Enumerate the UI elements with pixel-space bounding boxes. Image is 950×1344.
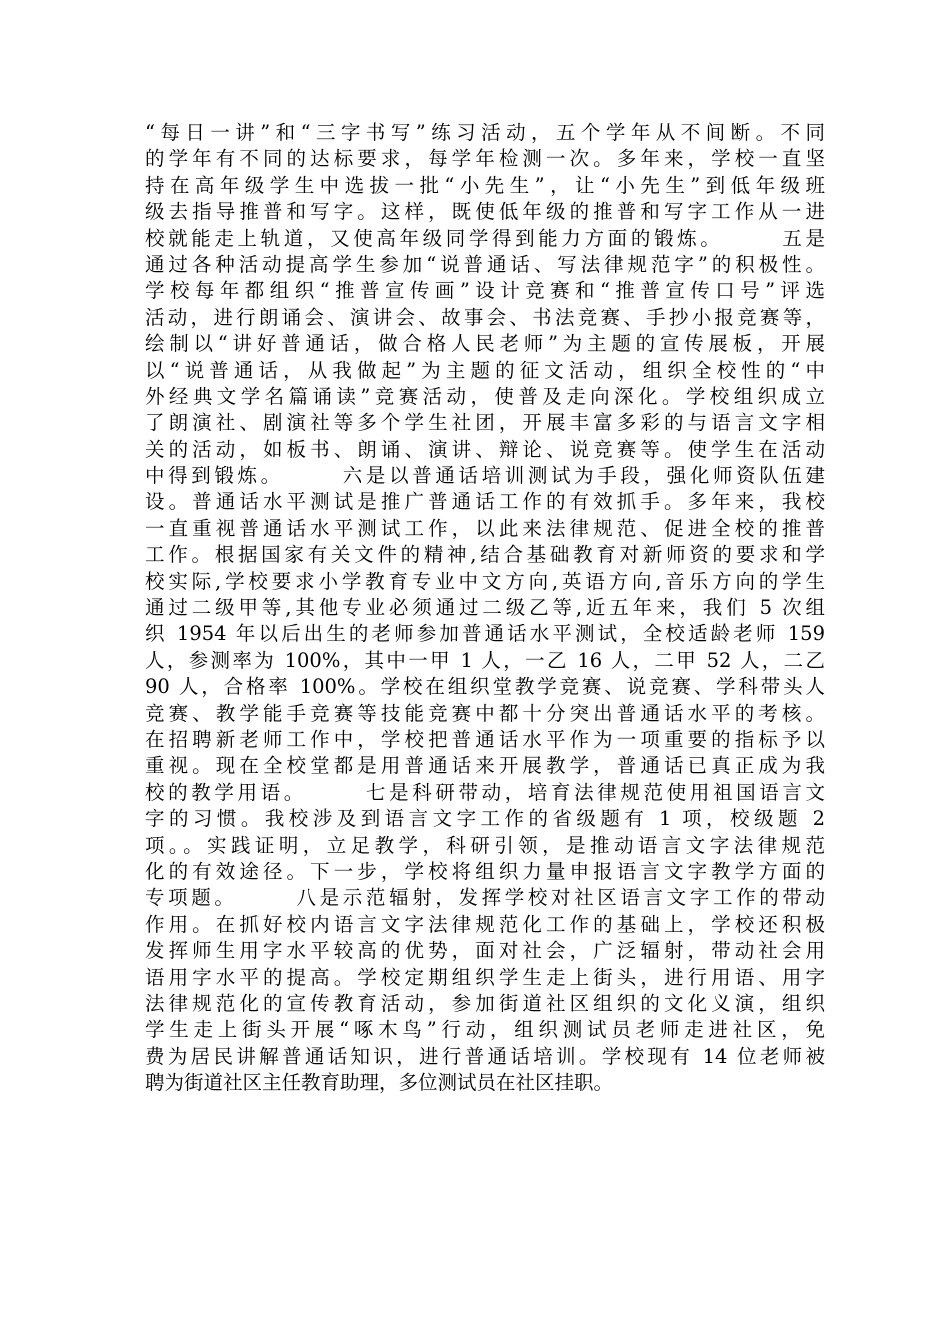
text-line: 发挥师生用字水平较高的优势，面对社会，广泛辐射，带动社会用 (145, 939, 825, 963)
text-line: 的学年有不同的达标要求，每学年检测一次。多年来，学校一直坚 (145, 147, 825, 171)
text-line: 作用。在抓好校内语言文字法律规范化工作的基础上，学校还积极 (145, 912, 825, 936)
text-line: 织 1954 年以后出生的老师参加普通话水平测试，全校适龄老师 159 (145, 622, 825, 646)
text-line: 聘为街道社区主任教育助理，多位测试员在社区挂职。 (145, 1071, 614, 1095)
text-line: 通过各种活动提高学生参加“说普通话、写法律规范字”的积极性。 (145, 252, 825, 276)
text-line: 90 人，合格率 100%。学校在组织堂教学竞赛、说竞赛、学科带头人 (145, 675, 825, 699)
text-line: 竞赛、教学能手竞赛等技能竞赛中都十分突出普通话水平的考核。 (145, 701, 825, 725)
text-line: 重视。现在全校堂都是用普通话来开展教学，普通话已真正成为我 (145, 754, 825, 778)
text-line: 以“说普通话，从我做起”为主题的征文活动，组织全校性的“中 (145, 358, 825, 382)
text-line: 绘制以“讲好普通话，做合格人民老师”为主题的宣传展板，开展 (145, 332, 825, 356)
text-line: 了朗演社、剧演社等多个学生社团，开展丰富多彩的与语言文字相 (145, 411, 825, 435)
text-line: “每日一讲”和“三字书写”练习活动，五个学年从不间断。不同 (145, 121, 825, 144)
text-line: 关的活动，如板书、朗诵、演讲、辩论、说竞赛等。使学生在活动 (145, 437, 825, 461)
text-line: 学生走上街头开展“啄木鸟”行动，组织测试员老师走进社区，免 (145, 1018, 825, 1042)
text-line: 中得到锻炼。 六是以普通话培训测试为手段，强化师资队伍建 (145, 464, 825, 488)
text-line: 语用字水平的提高。学校定期组织学生走上街头，进行用语、用字 (145, 965, 825, 989)
text-line: 化的有效途径。下一步，学校将组织力量申报语言文字教学方面的 (145, 859, 825, 883)
text-line: 专项题。 八是示范辐射，发挥学校对社区语言文字工作的带动 (145, 886, 825, 910)
text-line: 活动，进行朗诵会、演讲会、故事会、书法竞赛、手抄小报竞赛等， (145, 305, 825, 329)
text-line: 工作。根据国家有关文件的精神,结合基础教育对新师资的要求和学 (145, 543, 825, 567)
text-line: 持在高年级学生中选拔一批“小先生”，让“小先生”到低年级班 (145, 173, 825, 197)
text-line: 校就能走上轨道，又使高年级同学得到能力方面的锻炼。 五是 (145, 226, 825, 250)
text-line: 法律规范化的宣传教育活动，参加街道社区组织的文化义演，组织 (145, 991, 825, 1015)
text-line: 校实际,学校要求小学教育专业中文方向,英语方向,音乐方向的学生 (145, 569, 825, 593)
text-line: 校的教学用语。 七是科研带动，培育法律规范使用祖国语言文 (145, 780, 825, 804)
text-line: 在招聘新老师工作中，学校把普通话水平作为一项重要的指标予以 (145, 727, 825, 751)
text-line: 级去指导推普和写字。这样，既使低年级的推普和写字工作从一进 (145, 200, 825, 224)
text-line: 外经典文学名篇诵读”竞赛活动，使普及走向深化。学校组织成立 (145, 384, 825, 408)
text-line: 项。。实践证明，立足教学，科研引领，是推动语言文字法律规范 (145, 833, 825, 857)
text-line: 字的习惯。我校涉及到语言文字工作的省级题有 1 项，校级题 2 (145, 807, 825, 831)
text-line: 费为居民讲解普通话知识，进行普通话培训。学校现有 14 位老师被 (145, 1044, 825, 1068)
text-line: 通过二级甲等,其他专业必须通过二级乙等,近五年来，我们 5 次组 (145, 596, 825, 620)
body-text (145, 120, 825, 1096)
text-line: 一直重视普通话水平测试工作，以此来法律规范、促进全校的推普 (145, 516, 825, 540)
text-line: 设。普通话水平测试是推广普通话工作的有效抓手。多年来，我校 (145, 490, 825, 514)
text-line: 学校每年都组织“推普宣传画”设计竞赛和“推普宣传口号”评选 (145, 279, 825, 303)
text-line: 人，参测率为 100%，其中一甲 1 人，一乙 16 人，二甲 52 人，二乙 (145, 648, 825, 672)
